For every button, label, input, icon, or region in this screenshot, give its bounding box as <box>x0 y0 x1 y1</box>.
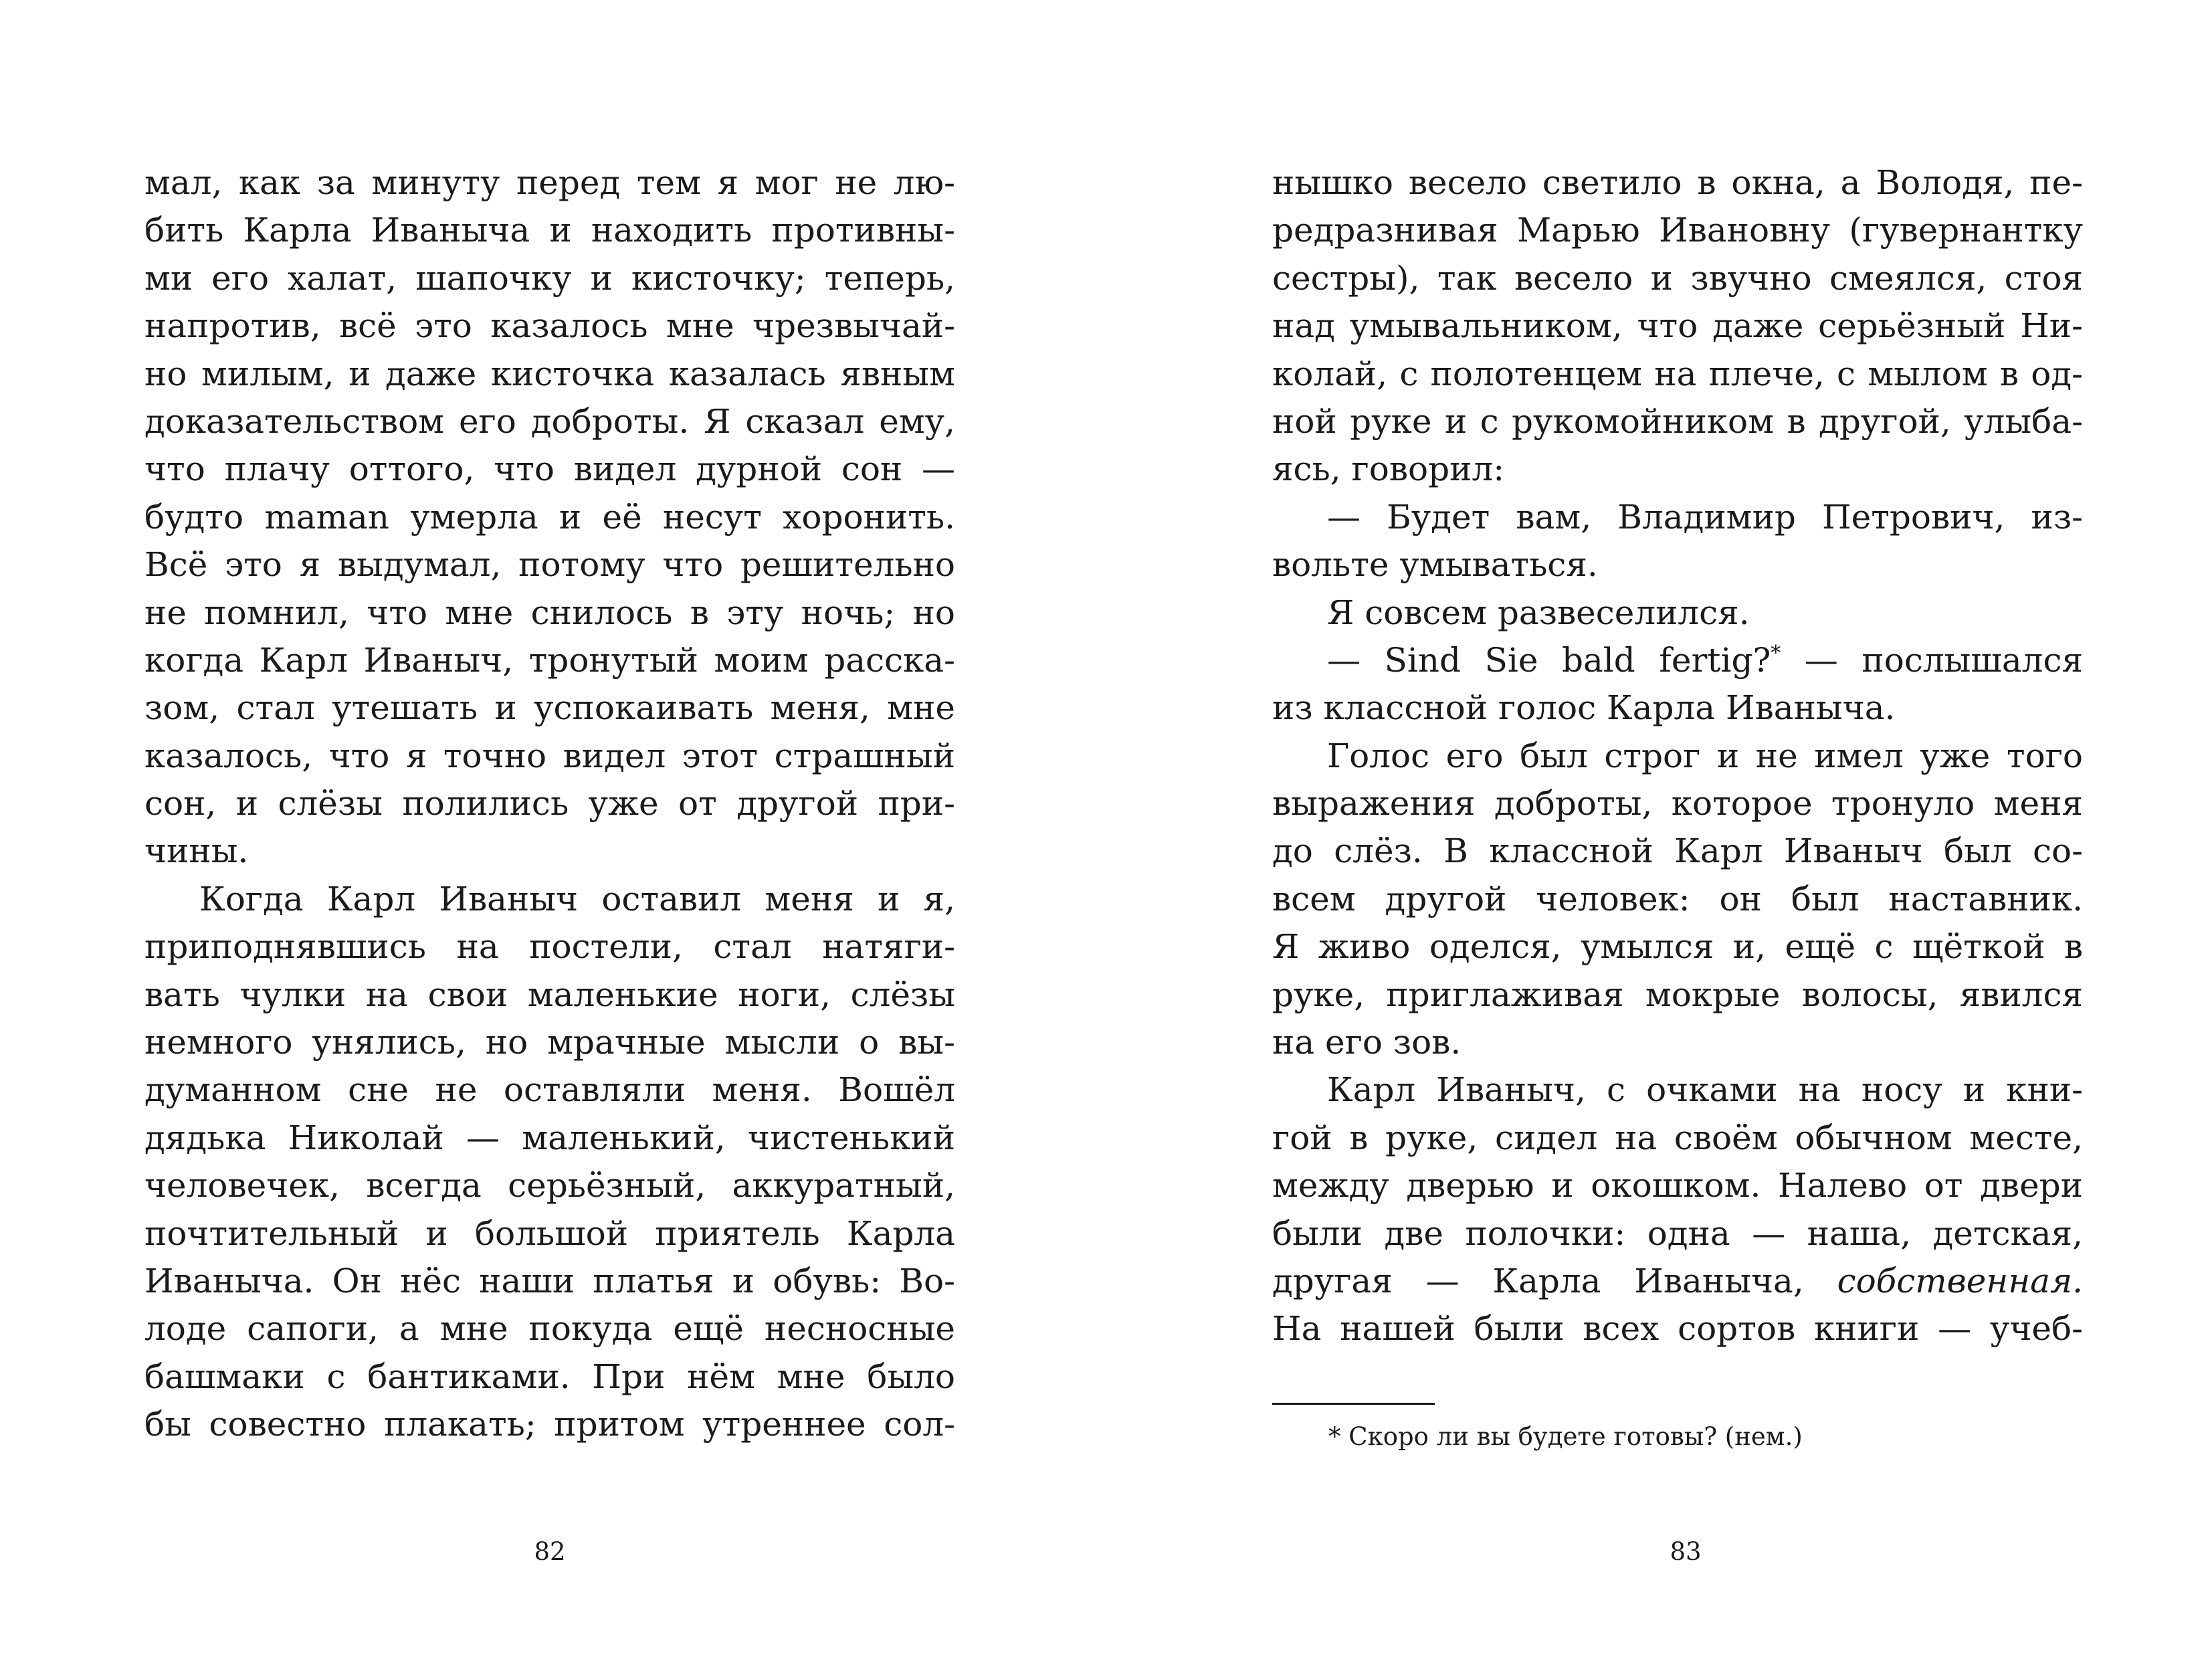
text-line: бить Карла Иваныча и находить противны- <box>144 211 955 250</box>
text-line: дядька Николай — маленький, чистенький <box>144 1118 955 1157</box>
text-line: немного унялись, но мрачные мысли о вы- <box>144 1023 955 1062</box>
text-line: на его зов. <box>1272 1023 1462 1062</box>
text-line: почтительный и большой приятель Карла <box>144 1213 955 1253</box>
text-line: сестры), так весело и звучно смеялся, стоя <box>1272 258 2083 298</box>
text-line: вать чулки на свои маленькие ноги, слёзы <box>144 975 955 1014</box>
text-line: выражения доброты, которое тронуло меня <box>1272 784 2083 823</box>
text-line: из классной голос Карла Иваныча. <box>1272 688 1896 728</box>
text-line: думанном сне не оставляли меня. Вошёл <box>144 1070 955 1110</box>
text-line: ми его халат, шапочку и кисточку; теперь, <box>144 258 955 298</box>
text-line: — Будет вам, Владимир Петрович, из- <box>1327 497 2083 536</box>
text-line: башмаки с бантиками. При нём мне было <box>144 1357 955 1396</box>
text-line: На нашей были всех сортов книги — учеб- <box>1272 1309 2083 1349</box>
text-line: не помнил, что мне снилось в эту ночь; но <box>144 593 955 632</box>
text-line: были две полочки: одна — наша, детская, <box>1272 1213 2083 1253</box>
text-line: Голос его был строг и не имел уже того <box>1327 736 2083 775</box>
text-line: чины. <box>144 832 249 871</box>
text-line: приподнявшись на постели, стал натяги- <box>144 927 955 967</box>
text-line: человечек, всегда серьёзный, аккуратный, <box>144 1166 955 1205</box>
text-line: Я совсем развеселился. <box>1327 593 1750 632</box>
text-line: Карл Иваныч, с очками на носу и кни- <box>1327 1070 2083 1110</box>
text-line: нышко весело светило в окна, а Володя, пе- <box>1272 163 2083 202</box>
page-number: 82 <box>534 1537 566 1566</box>
text-line: что плачу оттого, что видел дурной сон — <box>144 450 955 489</box>
left-page-text <box>144 159 955 1449</box>
text-line: мал, как за минуту перед тем я мог не лю- <box>144 163 955 202</box>
text-line: Я живо оделся, умылся и, ещё с щёткой в <box>1272 927 2083 967</box>
text-line: между дверью и окошком. Налево от двери <box>1272 1166 2083 1205</box>
text-line: лоде сапоги, а мне покуда ещё несносные <box>144 1309 955 1349</box>
right-page <box>1106 0 2212 1659</box>
line-tail: — послышался <box>1781 640 2083 680</box>
text-line: ясь, говорил: <box>1272 450 1505 489</box>
text-line: сон, и слёзы полились уже от другой при- <box>144 784 955 823</box>
footnote-divider <box>1272 1403 1435 1405</box>
text-line: всем другой человек: он был наставник. <box>1272 879 2083 918</box>
text-line: вольте умываться. <box>1272 545 1598 585</box>
footnote: * Скоро ли вы будете готовы? (нем.) <box>1328 1422 1803 1451</box>
text-line: но милым, и даже кисточка казалась явным <box>144 354 955 393</box>
text-line: над умывальником, что даже серьёзный Ни- <box>1272 306 2083 346</box>
text-line-with-footnote <box>1272 637 2083 684</box>
right-page-text <box>1272 159 2083 1353</box>
page-number: 83 <box>1670 1537 1702 1566</box>
text-line: Всё это я выдумал, потому что решительно <box>144 545 955 585</box>
text-line: бы совестно плакать; притом утреннее сол- <box>144 1405 955 1444</box>
text-line: Иваныча. Он нёс наши платья и обувь: Во- <box>144 1261 955 1300</box>
text-line: будто maman умерла и её несут хоронить. <box>144 497 955 536</box>
text-line-with-italic <box>1272 1258 2083 1305</box>
text-line: ной руке и с рукомойником в другой, улыба- <box>1272 401 2083 441</box>
text-line: редразнивая Марью Ивановну (гувернантку <box>1272 211 2083 250</box>
text-line: Когда Карл Иваныч оставил меня и я, <box>199 879 955 918</box>
text-line: колай, с полотенцем на плече, с мылом в од- <box>1272 354 2083 393</box>
footnote-marker: * <box>1771 641 1781 665</box>
text-line: зом, стал утешать и успокаивать меня, мне <box>144 688 955 728</box>
text-line: напротив, всё это казалось мне чрезвычай- <box>144 306 955 346</box>
text-line: до слёз. В классной Карл Иваныч был со- <box>1272 832 2083 871</box>
text-line: руке, приглаживая мокрые волосы, явился <box>1272 975 2083 1014</box>
german-phrase: — Sind Sie bald fertig? <box>1327 640 1771 680</box>
text-line: казалось, что я точно видел этот страшный <box>144 736 955 775</box>
text-line: гой в руке, сидел на своём обычном месте, <box>1272 1118 2083 1157</box>
italic-word: собственная. <box>1837 1261 2083 1300</box>
text-line: когда Карл Иваныч, тронутый моим расска- <box>144 640 955 680</box>
line-head: другая — Карла Иваныча, <box>1272 1261 1804 1300</box>
text-line: доказательством его доброты. Я сказал ему, <box>144 401 955 441</box>
